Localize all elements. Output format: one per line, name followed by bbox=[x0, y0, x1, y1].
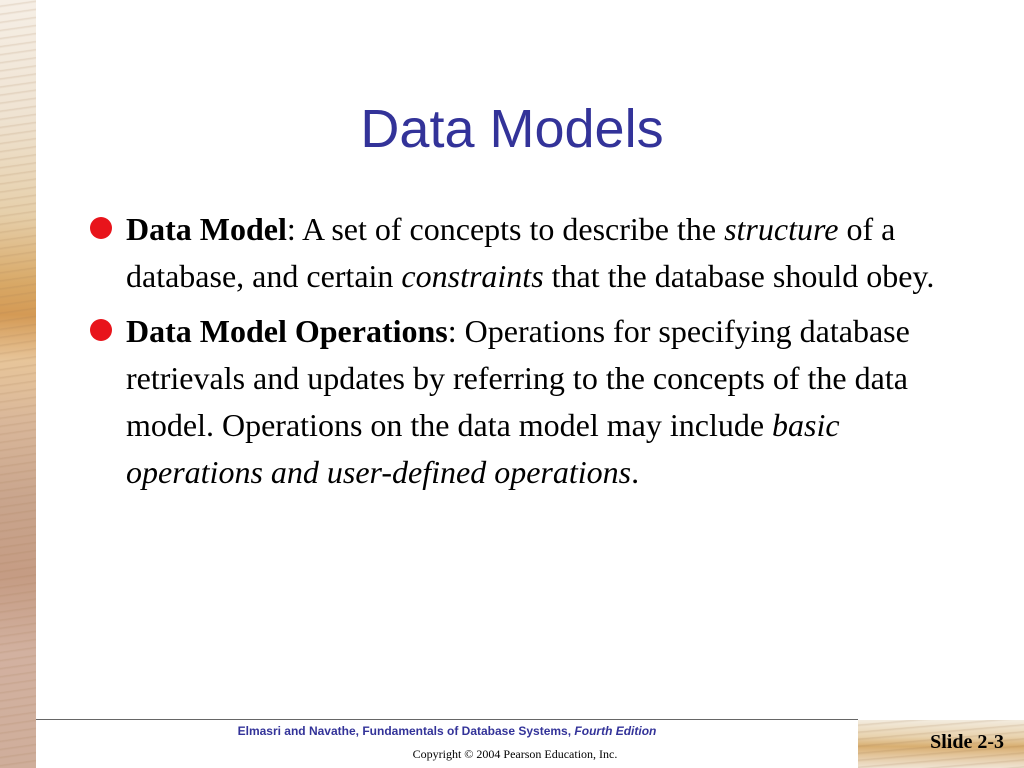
bullet-emphasis: structure bbox=[724, 211, 839, 247]
bullet-icon bbox=[90, 319, 112, 341]
footer-book-credit bbox=[36, 724, 858, 738]
bullet-term: Data Model Operations bbox=[126, 313, 448, 349]
bullet-text: that the database should obey. bbox=[543, 258, 935, 294]
bullet-text: : A set of concepts to describe the bbox=[286, 211, 725, 247]
footer-copyright: Copyright © 2004 Pearson Education, Inc. bbox=[412, 747, 618, 761]
bullet-text: of a database, and certain bbox=[126, 211, 896, 294]
bullet-item bbox=[88, 308, 968, 496]
bullet-text: . bbox=[631, 454, 640, 490]
footer-divider bbox=[36, 719, 858, 720]
slide-number-box bbox=[858, 720, 1024, 768]
bullet-emphasis: constraints bbox=[401, 258, 544, 294]
slide-body bbox=[88, 206, 968, 504]
slide-number: Slide 2-3 bbox=[930, 731, 1004, 753]
bullet-term: Data Model bbox=[126, 211, 287, 247]
footer-edition: Fourth Edition bbox=[574, 724, 657, 738]
bullet-text: : Operations for specifying database retrievals and updates by referring to the concepts of the data model. Operations on the data model may include bbox=[126, 313, 910, 443]
slide-title: Data Models bbox=[360, 99, 664, 159]
footer-book-title: Elmasri and Navathe, Fundamentals of Database Systems, bbox=[237, 724, 575, 738]
bullet-emphasis: basic operations and user-defined operations bbox=[126, 407, 840, 490]
bullet-item bbox=[88, 206, 968, 300]
bullet-icon bbox=[90, 217, 112, 239]
